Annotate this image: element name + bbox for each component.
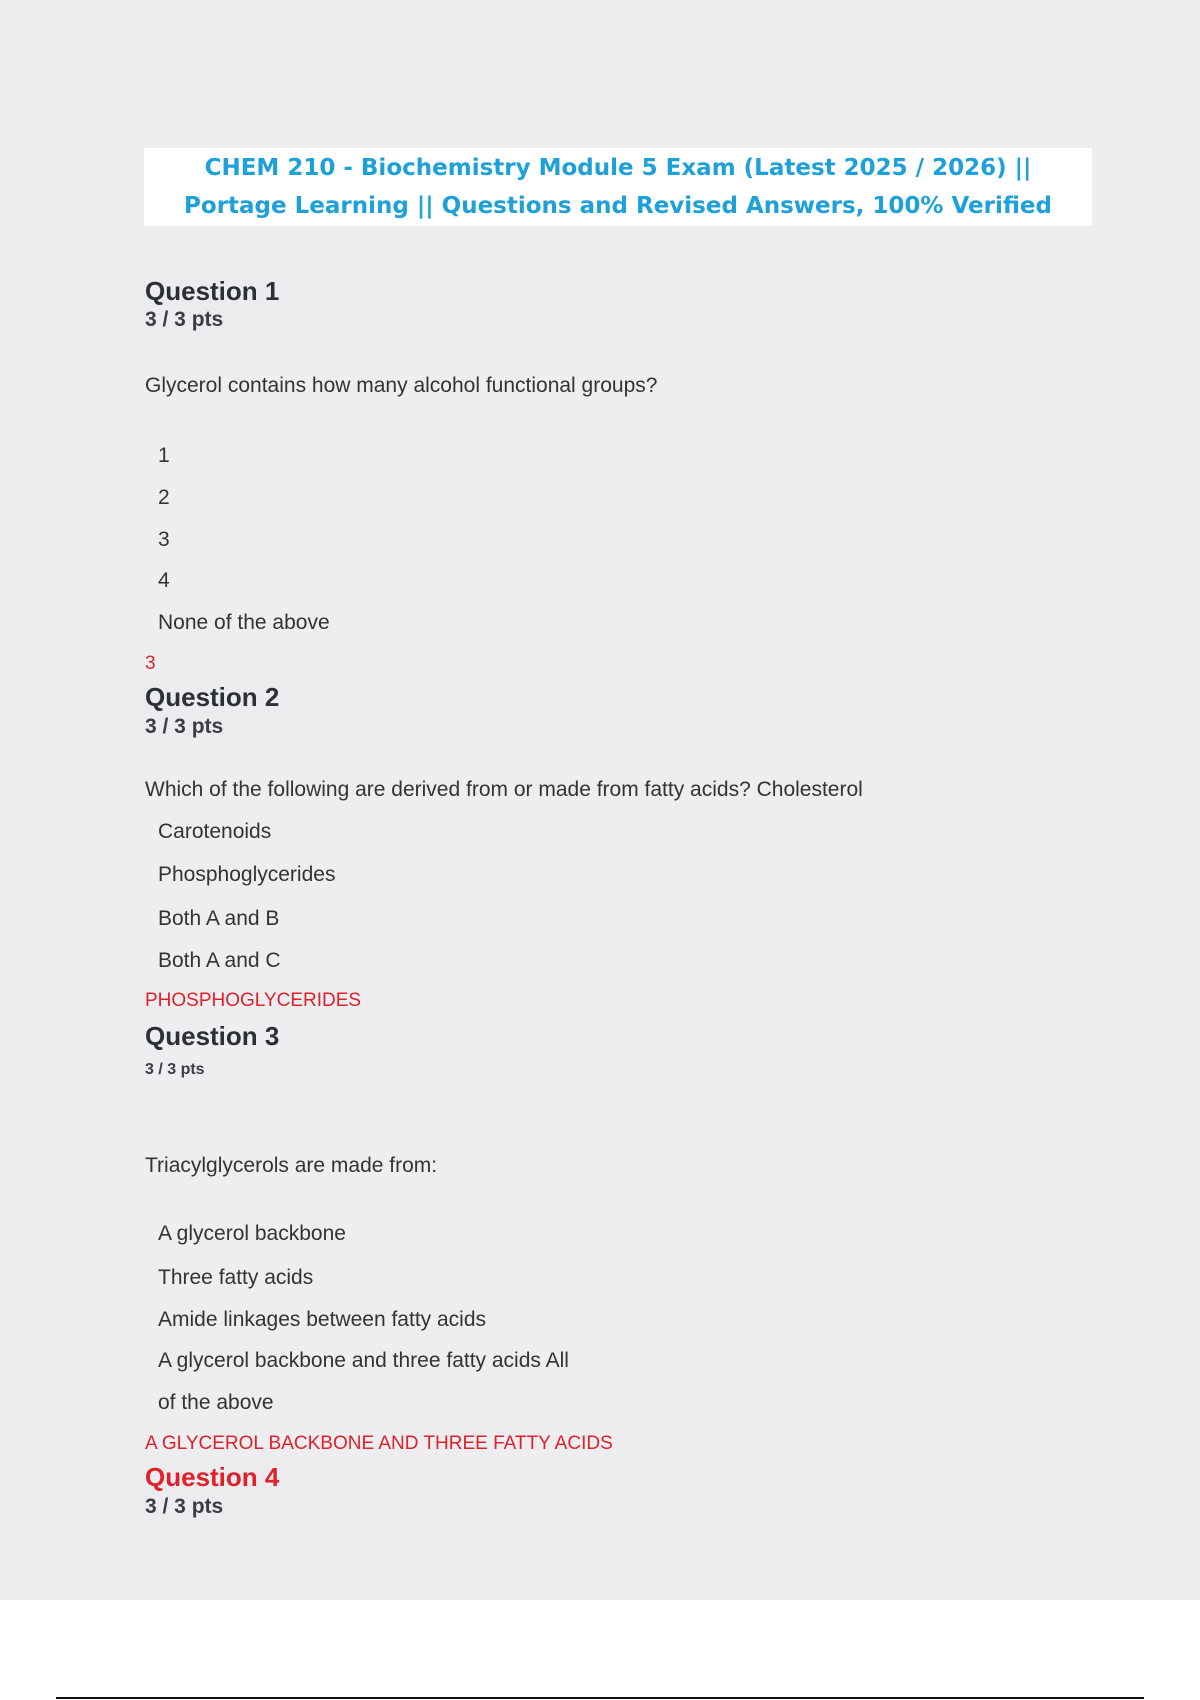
question-1-title: Question 1 — [145, 276, 280, 306]
document-title — [144, 148, 1092, 226]
question-1-option: 4 — [158, 569, 170, 592]
question-2-title: Question 2 — [145, 682, 280, 712]
question-3-points: 3 / 3 pts — [145, 1061, 205, 1078]
question-3-option: A glycerol backbone — [158, 1222, 346, 1245]
question-3-option: of the above — [158, 1391, 274, 1414]
question-1-text: Glycerol contains how many alcohol functional groups? — [145, 374, 658, 397]
question-1-option: 2 — [158, 486, 170, 509]
question-2-option: Both A and B — [158, 907, 280, 930]
question-3-answer: A GLYCEROL BACKBONE AND THREE FATTY ACIDS — [145, 1433, 613, 1454]
question-1-option: 1 — [158, 444, 170, 467]
title-line-2: Portage Learning || Questions and Revised Answers, 100% Verified — [184, 193, 1052, 219]
question-3-option: A glycerol backbone and three fatty acids All — [158, 1349, 569, 1372]
question-2-option: Phosphoglycerides — [158, 863, 336, 886]
footer-divider — [56, 1697, 1144, 1699]
title-line-1: CHEM 210 - Biochemistry Module 5 Exam (Latest 2025 / 2026) || — [204, 155, 1032, 181]
question-4-header — [144, 1458, 1088, 1520]
question-3-title: Question 3 — [145, 1021, 280, 1051]
question-3-option: Three fatty acids — [158, 1266, 314, 1289]
question-1-option: 3 — [158, 528, 170, 551]
question-2-option: Both A and C — [158, 949, 281, 972]
question-2-header — [144, 680, 1088, 742]
question-2-option: Carotenoids — [158, 820, 272, 843]
question-3-text: Triacylglycerols are made from: — [145, 1154, 438, 1177]
question-4-title: Question 4 — [145, 1462, 280, 1492]
question-3-option: Amide linkages between fatty acids — [158, 1308, 487, 1331]
question-2-text: Which of the following are derived from or made from fatty acids? Cholesterol — [145, 778, 863, 801]
question-4-points: 3 / 3 pts — [145, 1495, 224, 1518]
question-1-option: None of the above — [158, 611, 330, 634]
question-1-points: 3 / 3 pts — [145, 308, 224, 331]
question-2-answer: PHOSPHOGLYCERIDES — [145, 990, 362, 1011]
question-1-header — [144, 272, 1088, 334]
question-2-points: 3 / 3 pts — [145, 715, 224, 738]
question-1-answer: 3 — [145, 653, 156, 674]
